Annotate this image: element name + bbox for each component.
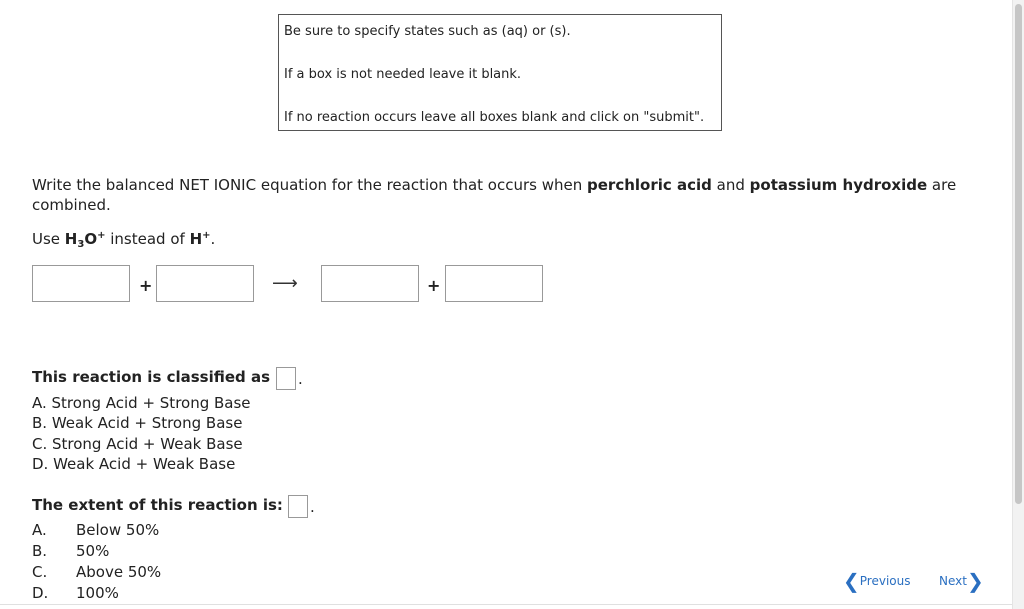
extent-period: . <box>310 498 315 516</box>
use-middle: instead of <box>105 230 190 248</box>
proton-charge: + <box>202 230 211 241</box>
use-h3o-note <box>32 230 215 248</box>
question-text <box>32 175 982 215</box>
extent-option-a-letter: A. <box>32 521 47 539</box>
extent-option-b-text: 50% <box>76 542 110 560</box>
reactant-2-input[interactable] <box>156 265 254 302</box>
extent-answer-input[interactable] <box>288 495 308 518</box>
instructions-box <box>278 14 722 131</box>
extent-option-b-letter: B. <box>32 542 48 560</box>
question-and: and <box>711 176 750 194</box>
plus-sign-products: + <box>427 276 441 295</box>
extent-option-d-text: 100% <box>76 584 119 602</box>
next-button[interactable] <box>939 571 984 591</box>
previous-button[interactable] <box>843 571 910 591</box>
classification-option-b: B. Weak Acid + Strong Base <box>32 414 243 432</box>
reaction-arrow-icon: ⟶ <box>272 273 298 294</box>
hydronium-o: O <box>84 230 98 248</box>
classification-option-a: A. Strong Acid + Strong Base <box>32 394 251 412</box>
next-label: Next <box>939 574 967 588</box>
chevron-right-icon: ❯ <box>966 569 984 593</box>
hydronium-formula <box>65 230 106 248</box>
hydronium-subscript: 3 <box>77 239 85 250</box>
classification-option-d: D. Weak Acid + Weak Base <box>32 455 236 473</box>
use-prefix: Use <box>32 230 65 248</box>
instruction-no-reaction: If no reaction occurs leave all boxes blank and click on "submit". <box>284 110 705 125</box>
classification-answer-input[interactable] <box>276 367 296 390</box>
scrollbar-thumb[interactable] <box>1015 4 1022 504</box>
extent-option-c-letter: C. <box>32 563 48 581</box>
proton-formula <box>190 230 211 248</box>
hydronium-charge: + <box>97 230 106 241</box>
classification-period: . <box>298 370 303 388</box>
instruction-states: Be sure to specify states such as (aq) or (s). <box>284 24 571 39</box>
extent-title: The extent of this reaction is: <box>32 496 283 514</box>
bottom-divider <box>0 604 1013 605</box>
extent-option-a-text: Below 50% <box>76 521 160 539</box>
extent-option-d-letter: D. <box>32 584 49 602</box>
classification-title: This reaction is classified as <box>32 368 271 386</box>
proton-h: H <box>189 230 203 248</box>
extent-option-c-text: Above 50% <box>76 563 162 581</box>
previous-label: Previous <box>859 574 911 588</box>
vertical-scrollbar[interactable] <box>1012 0 1024 609</box>
product-2-input[interactable] <box>445 265 543 302</box>
question-part2: are combined. <box>32 176 957 214</box>
product-1-input[interactable] <box>321 265 419 302</box>
classification-option-c: C. Strong Acid + Weak Base <box>32 435 243 453</box>
use-suffix: . <box>210 230 216 248</box>
reactant-2: potassium hydroxide <box>749 176 928 194</box>
chevron-left-icon: ❮ <box>843 569 860 593</box>
instruction-blank-box: If a box is not needed leave it blank. <box>284 67 522 82</box>
plus-sign-reactants: + <box>139 276 153 295</box>
reactant-1-input[interactable] <box>32 265 130 302</box>
reactant-1: perchloric acid <box>587 176 712 194</box>
hydronium-h: H <box>64 230 78 248</box>
question-part1: Write the balanced NET IONIC equation for the reaction that occurs when <box>32 176 588 194</box>
